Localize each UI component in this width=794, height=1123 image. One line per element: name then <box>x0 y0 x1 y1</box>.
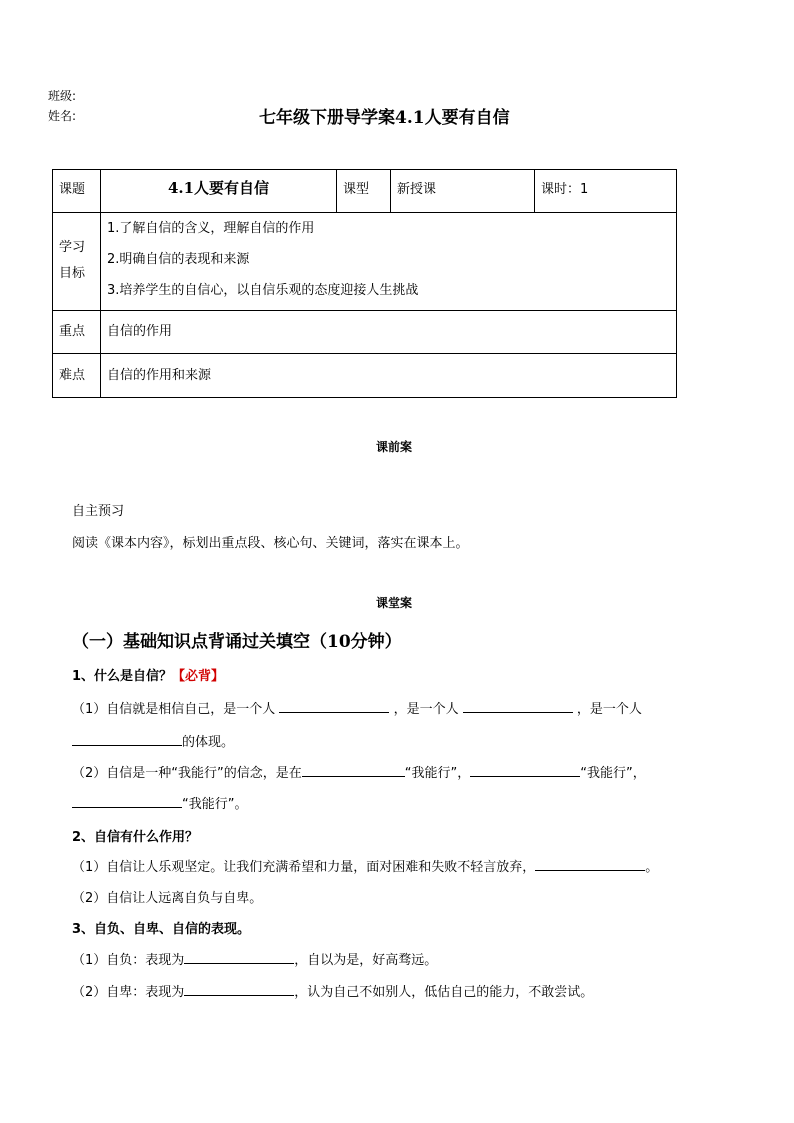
topic-value: 4.1人要有自信 <box>167 179 270 197</box>
class-label: 班级: <box>48 89 77 103</box>
question-2-title: 2、自信有什么作用？ <box>72 830 199 845</box>
preclass-heading: 课前案 <box>376 440 413 454</box>
question-3-title: 3、自负、自卑、自信的表现。 <box>72 922 251 937</box>
lesson-info-table <box>52 169 677 398</box>
fill-blank[interactable] <box>535 857 645 871</box>
q1a-text-3: ，是一个人 <box>576 702 642 717</box>
key-value-cell <box>101 311 677 354</box>
topic-label-cell <box>53 170 101 213</box>
fill-blank[interactable] <box>463 699 573 713</box>
fill-blank[interactable] <box>302 763 405 777</box>
must-memorize-tag: 【必背】 <box>172 669 225 684</box>
question-1-line-b-cont <box>72 793 247 812</box>
goal-item: 3.培养学生的自信心，以自信乐观的态度迎接人生挑战 <box>107 283 419 298</box>
fill-blank[interactable] <box>184 982 294 996</box>
q1a-text-1: （1）自信就是相信自己，是一个人 <box>72 702 276 717</box>
question-1-line-a <box>72 698 642 717</box>
question-2-line-b: （2）自信让人远离自负与自卑。 <box>72 891 263 906</box>
q1a-text-2: ，是一个人 <box>393 702 459 717</box>
type-label-cell <box>337 170 391 213</box>
q1a-text-4: 的体现。 <box>182 735 235 750</box>
goals-label: 学习目标 <box>59 240 86 281</box>
q1b-text-1: （2）自信是一种“我能行”的信念，是在 <box>72 766 302 781</box>
difficult-label-cell <box>53 354 101 398</box>
q3a-text-2: ，自以为是，好高骛远。 <box>294 953 438 968</box>
difficult-value-cell <box>101 354 677 398</box>
fill-blank[interactable] <box>184 950 294 964</box>
goal-item: 1.了解自信的含义，理解自信的作用 <box>107 221 315 236</box>
q3a-text-1: （1）自负：表现为 <box>72 953 185 968</box>
type-value: 新授课 <box>397 182 437 197</box>
q1b-text-3: “我能行”， <box>580 766 646 781</box>
name-label: 姓名: <box>48 109 77 123</box>
q3b-text-1: （2）自卑：表现为 <box>72 985 185 1000</box>
q2a-text-2: 。 <box>645 860 659 875</box>
question-2-line-a <box>72 856 658 875</box>
preclass-text: 阅读《课本内容》，标划出重点段、核心句、关键词，落实在课本上。 <box>72 536 469 551</box>
fill-blank[interactable] <box>470 763 580 777</box>
question-1-title <box>72 665 224 684</box>
page-title: 七年级下册导学案4.1人要有自信 <box>259 108 510 128</box>
preclass-subheading: 自主预习 <box>72 504 125 519</box>
key-value: 自信的作用 <box>107 324 173 339</box>
fill-blank[interactable] <box>72 794 182 808</box>
type-value-cell <box>391 170 535 213</box>
goal-item: 2.明确自信的表现和来源 <box>107 252 250 267</box>
question-1-text: 1、什么是自信？ <box>72 669 173 684</box>
q1b-text-2: “我能行”， <box>404 766 471 781</box>
goals-cell <box>101 213 677 311</box>
section-title: （一）基础知识点背诵过关填空（10分钟） <box>72 632 402 652</box>
topic-value-cell <box>101 170 337 213</box>
difficult-label: 难点 <box>59 368 86 383</box>
period: 课时：1 <box>541 182 589 197</box>
difficult-value: 自信的作用和来源 <box>107 368 212 383</box>
key-label-cell <box>53 311 101 354</box>
key-label: 重点 <box>59 324 86 339</box>
fill-blank[interactable] <box>279 699 389 713</box>
type-label: 课型 <box>343 182 370 197</box>
fill-blank[interactable] <box>72 732 182 746</box>
q3b-text-2: ，认为自己不如别人，低估自己的能力，不敢尝试。 <box>294 985 594 1000</box>
question-1-line-b <box>72 762 646 781</box>
q2a-text-1: （1）自信让人乐观坚定。让我们充满希望和力量，面对困难和失败不轻言放弃， <box>72 860 536 875</box>
question-3-line-b <box>72 981 593 1000</box>
q1b-text-4: “我能行”。 <box>182 797 248 812</box>
topic-label: 课题 <box>59 182 86 197</box>
inclass-heading: 课堂案 <box>376 596 413 610</box>
goals-label-cell <box>53 213 101 311</box>
question-3-line-a <box>72 949 437 968</box>
question-1-line-a-cont <box>72 731 234 750</box>
period-cell <box>535 170 677 213</box>
